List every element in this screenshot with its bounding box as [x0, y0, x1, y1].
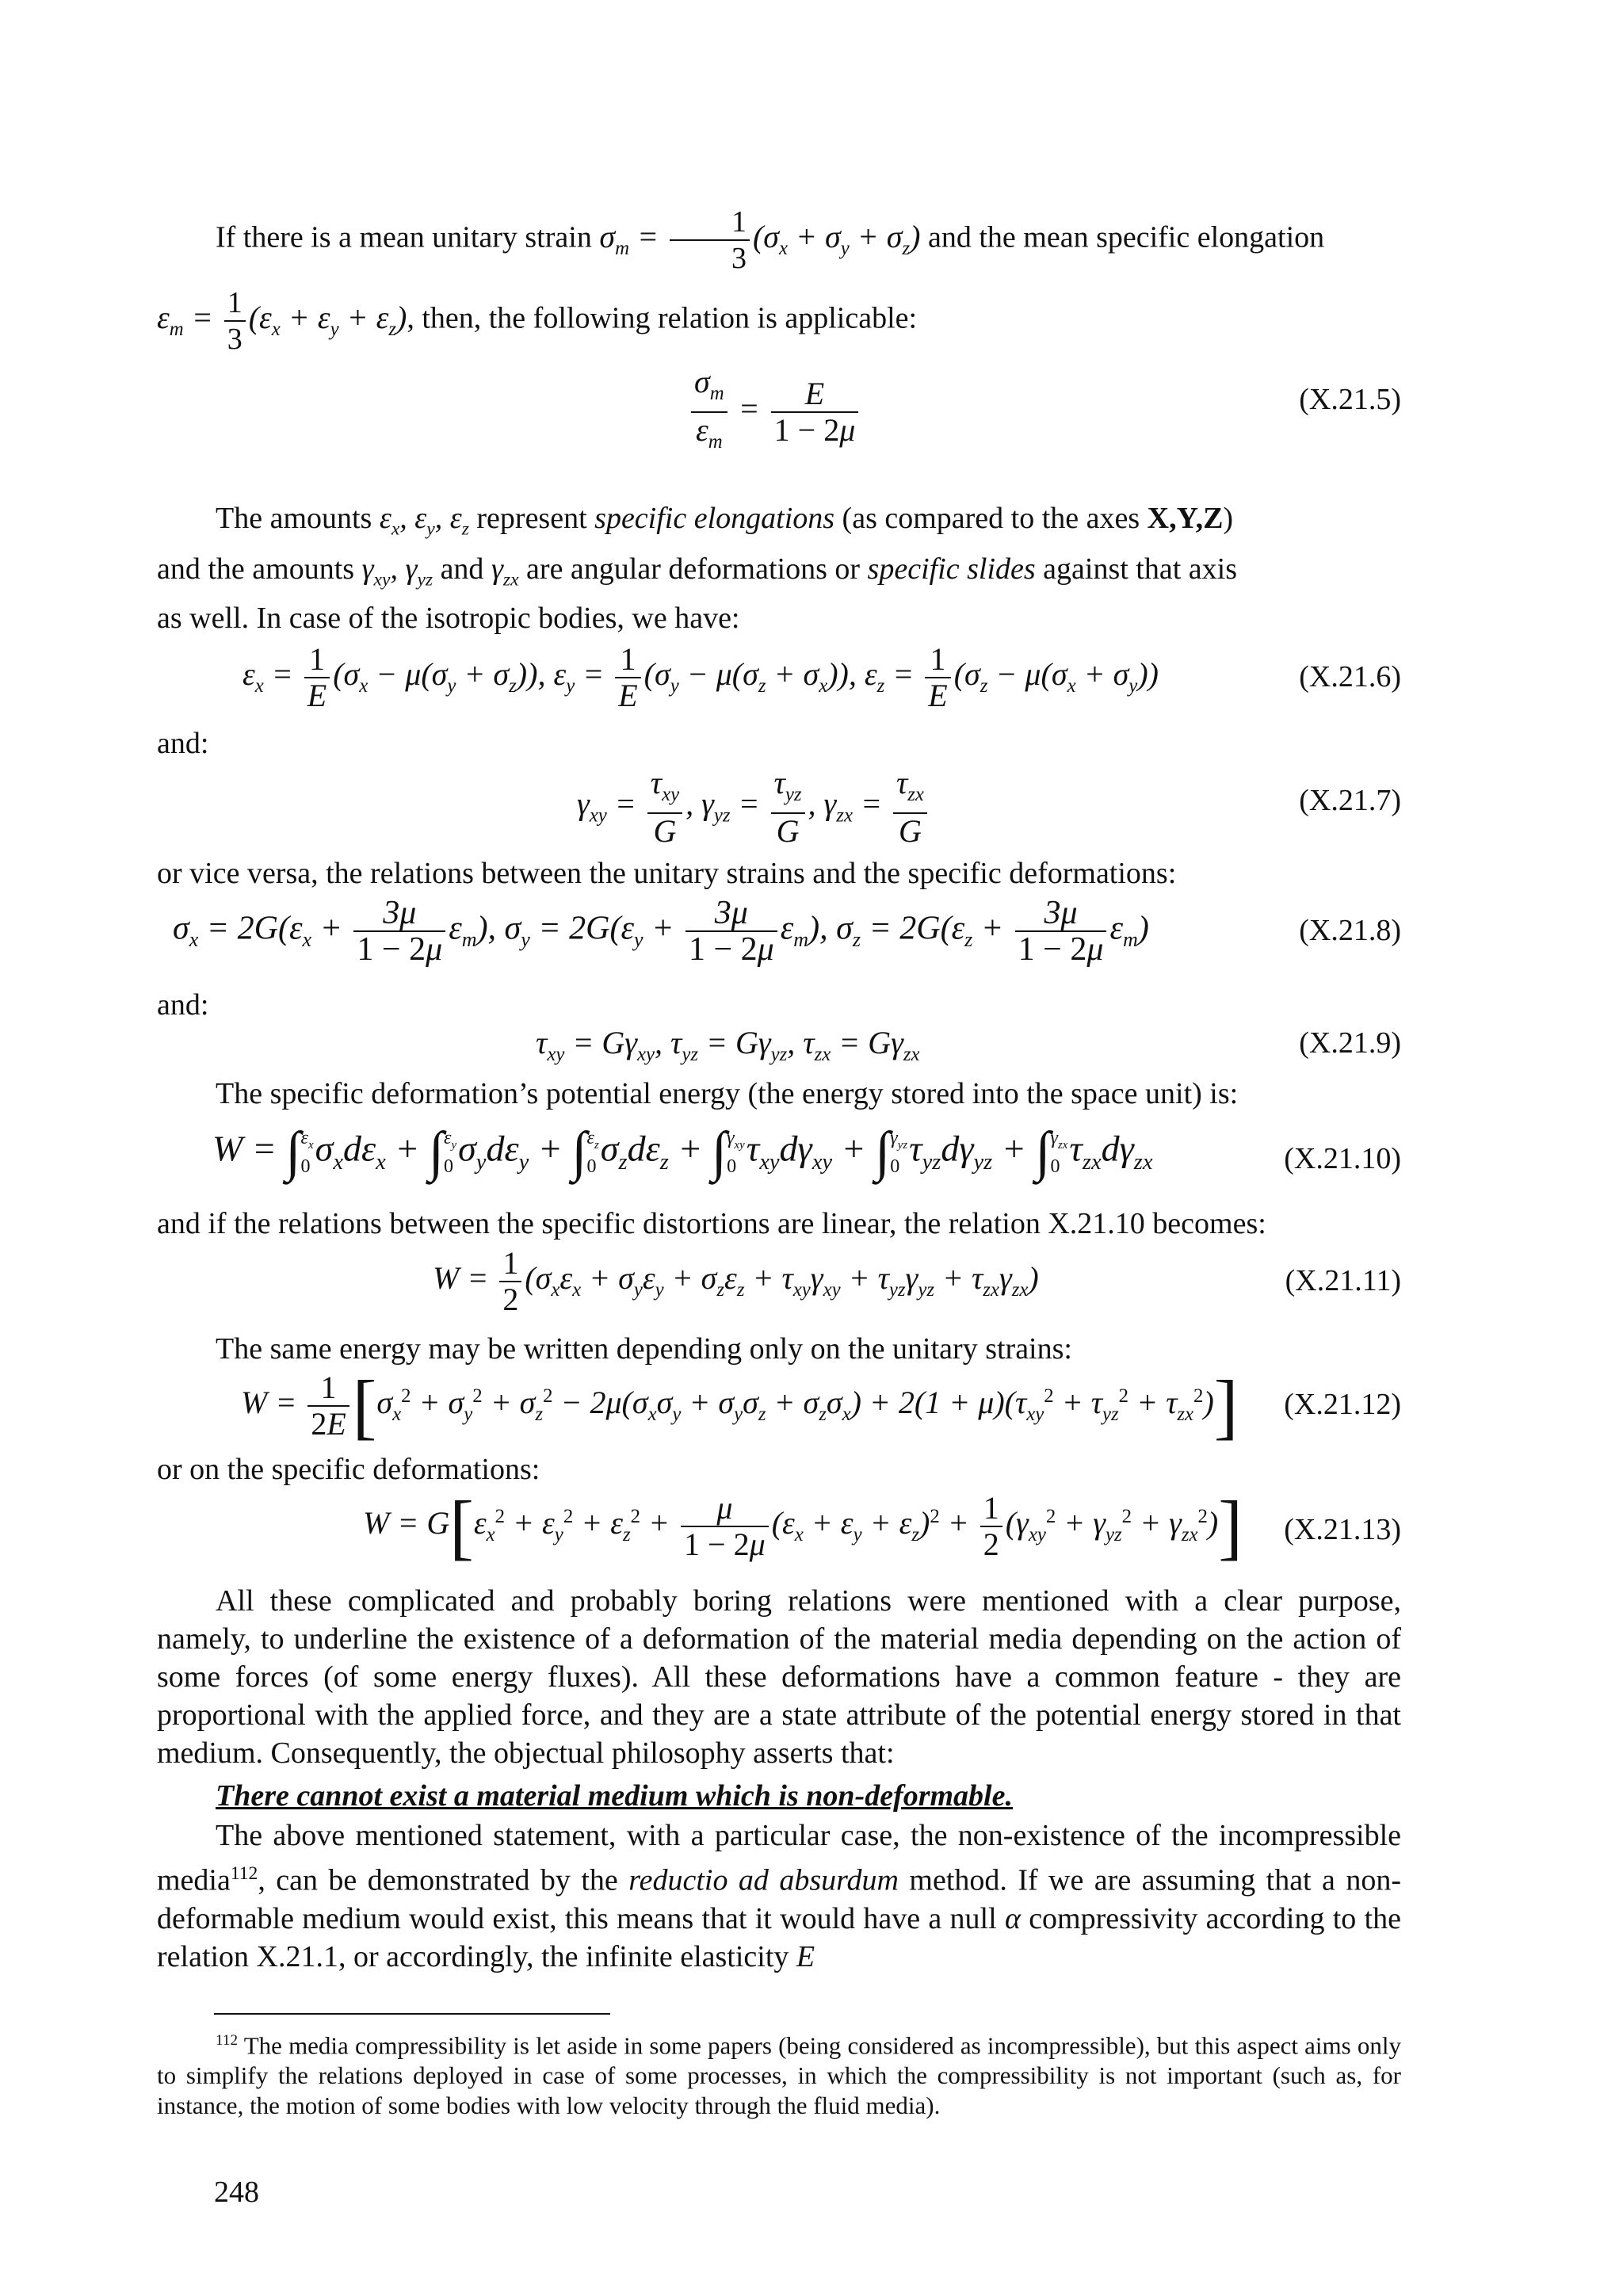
paragraph-or-on: or on the specific deformations: [157, 1453, 540, 1486]
equation-x-21-13: $W = G[\varepsilon_x^2 + \varepsilon_y^2 + \varepsilon_z^2$ + $\frac{\mu}{1 - 2\mu}$ $(\varepsilon_x + \varepsilon_y + \varepsilon_z)^2$ + $\frac{1}{2}$ $(\gamma_{xy}^2 + \gamma_{yz}^2 + \gamma_{zx}^2)$] (X.21.13) [363, 1486, 1401, 1567]
equation-number: (X.21.8) [1299, 914, 1401, 947]
equation-x-21-12: W = $\frac{1}{2E}$ $[\sigma_x^2 + \sigma_y^2 + \sigma_z^2 - 2\mu(\sigma_x\sigma_y + \sigma_y\sigma_z + \sigma_z\sigma_x) + 2(1 + \mu)(\tau_{xy}^2 + \tau_{yz}^2 + \tau_{zx}^2)]$ (X.21.12) [241, 1366, 1401, 1446]
equation-number: (X.21.12) [1284, 1388, 1401, 1421]
footnote-112: $^{112}$ The media compressibility is let aside in some papers (being considered as incompressible), but this aspect aims only to simplify the relations deployed in case of some processes, in which the compressibility is not important (such as, for instance, the motion of some bodies with low velocity through the fluid media). [157, 2031, 1401, 2120]
equation-number: (X.21.13) [1284, 1513, 1401, 1546]
paragraph-amounts-line1: The amounts $\varepsilon_x$, $\varepsilon_y$, $\varepsilon_z$ represent specific elongations (as compared to the axes X,Y,Z) [216, 502, 1234, 540]
statement-non-deformable: There cannot exist a material medium which is non-deformable. [216, 1779, 1013, 1813]
and-label-1: and: [157, 727, 209, 760]
paragraph-above-mentioned: The above mentioned statement, with a particular case, the non-existence of the incompressible media$^{112}$, can be demonstrated by the reductio ad absurdum method. If we are assuming that a non-deformable medium would exist, this means that it would have a null α compressivity according to the relation X.21.1, or accordingly, the infinite elasticity E [157, 1819, 1402, 1973]
paragraph-mean-strain-line1: If there is a mean unitary strain $\sigma_m$ = $\frac{1}{3}$ $(\sigma_x + \sigma_y + \sigma_z)$ and the mean specific elongation [216, 205, 1325, 275]
paragraph-same-energy: The same energy may be written depending only on the unitary strains: [216, 1332, 1072, 1366]
paragraph-mean-strain-line2: $\varepsilon_m$ = $\frac{1}{3}$ $(\varepsilon_x + \varepsilon_y + \varepsilon_z)$, then, the following relation is applicable: [157, 286, 918, 356]
equation-x-21-10: W = ∫ $\varepsilon_x$ 0 $\sigma_xd\varepsilon_x$ + ∫ $\varepsilon_y$ 0 $\sigma_yd\varepsilon_y$ + ∫ $\varepsilon_z$ 0 $\sigma_zd\varepsilon_z$ + ∫ $\gamma_{xy}$ 0 $\tau_{xy}d\gamma_{xy}$ + ∫ $\gamma_{yz}$ 0 $\tau_{yz}d\gamma_{yz}$ + ∫ $\gamma_{zx}$ 0 $\tau_{zx}d\gamma_{zx}$ (X.21.10) [212, 1121, 1401, 1182]
equation-x-21-6: $\varepsilon_x$ = $\frac{1}{E}$ $(\sigma_x - \mu(\sigma_y + \sigma_z))$, $\varepsilon_y$ = $\frac{1}{E}$ $(\sigma_y - \mu(\sigma_z + \sigma_x))$, $\varepsilon_z$ = $\frac{1}{E}$ $(\sigma_z - \mu(\sigma_x + \sigma_y))$ (X.21.6) [242, 641, 1401, 713]
equation-x-21-11: W = $\frac{1}{2}$ $(\sigma_x\varepsilon_x + \sigma_y\varepsilon_y + \sigma_z\varepsilon_z + \tau_{xy}\gamma_{xy} + \tau_{yz}\gamma_{yz} + \tau_{zx}\gamma_{zx})$ (X.21.11) [433, 1245, 1401, 1317]
equation-x-21-5: $\frac{\sigma_m}{\varepsilon_m}$ = $\frac{E}{1 - 2\mu}$ (X.21.5) [157, 365, 1401, 436]
equation-number: (X.21.11) [1285, 1264, 1401, 1297]
equation-number: (X.21.7) [1299, 784, 1401, 817]
equation-number: (X.21.6) [1299, 660, 1401, 693]
and-label-2: and: [157, 988, 209, 1022]
page-number: 248 [214, 2176, 259, 2209]
paragraph-amounts-line3: as well. In case of the isotropic bodies, we have: [157, 602, 740, 635]
equation-x-21-9: $\tau_{xy} = G\gamma_{xy}$, $\tau_{yz} = G\gamma_{yz}$, $\tau_{zx} = G\gamma_{zx}$ (X.21.9) [157, 1022, 1401, 1070]
equation-number: (X.21.9) [1299, 1026, 1401, 1060]
equation-number: (X.21.10) [1284, 1142, 1401, 1175]
paragraph-energy-intro: The specific deformation’s potential energy (the energy stored into the space unit) is: [216, 1077, 1239, 1110]
equation-x-21-8: $\sigma_x = 2G(\varepsilon_x$ + $\frac{3\mu}{1 - 2\mu}$ $\varepsilon_m$), $\sigma_y = 2G(\varepsilon_y$ + $\frac{3\mu}{1 - 2\mu}$ $\varepsilon_m$), $\sigma_z = 2G(\varepsilon_z$ + $\frac{3\mu}{1 - 2\mu}$ $\varepsilon_m$) (X.21.8) [173, 895, 1401, 968]
paragraph-vice-versa: or vice versa, the relations between the unitary strains and the specific deformations: [157, 857, 1177, 890]
equation-x-21-7: $\gamma_{xy}$ = $\frac{\tau_{xy}}{G}$ , $\gamma_{yz}$ = $\frac{\tau_{yz}}{G}$ , $\gamma_{zx}$ = $\frac{\tau_{zx}}{G}$ (X.21.7) [577, 765, 1401, 849]
paragraph-all-these: All these complicated and probably boring relations were mentioned with a clear purpose, namely, to underline the existence of a deformation of the material media depending on the action of some forces (of some energy fluxes). All these deformations have a common feature - they are proportional with the applied force, and they are a state attribute of the potential energy stored in that medium. Consequently, the objectual philosophy asserts that: [157, 1584, 1401, 1770]
footnote-separator [214, 2013, 610, 2015]
paragraph-amounts-line2: and the amounts $\gamma_{xy}$, $\gamma_{yz}$ and $\gamma_{zx}$ are angular deformations or specific slides against that axis [157, 552, 1238, 590]
paragraph-linear-relations: and if the relations between the specific distortions are linear, the relation X.21.10 becomes: [157, 1207, 1266, 1240]
equation-number: (X.21.5) [1299, 383, 1401, 416]
